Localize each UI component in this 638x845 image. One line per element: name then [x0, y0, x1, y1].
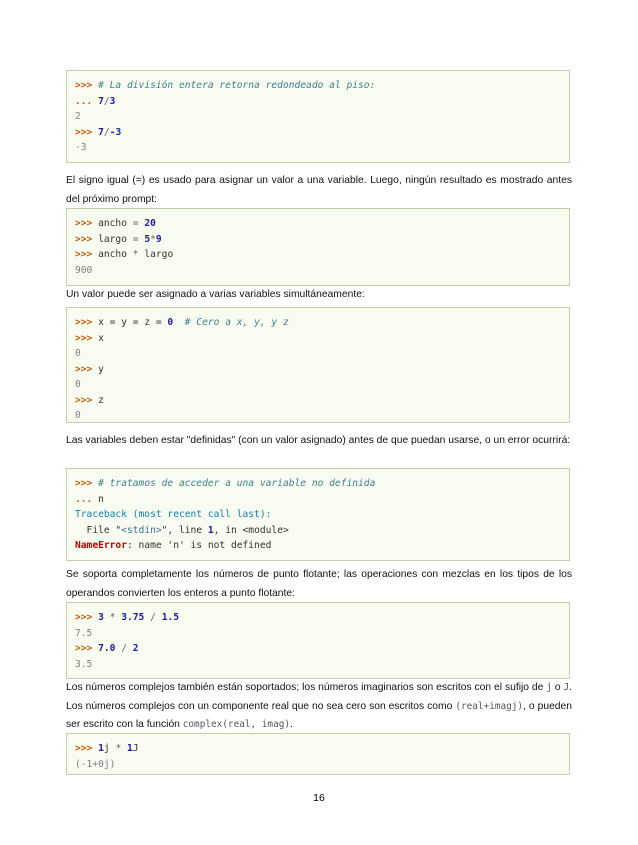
code-block-assignment — [66, 208, 570, 286]
code-output: 900 — [75, 264, 93, 276]
code-line: ... 7/3 — [75, 95, 116, 107]
code-output: 3.5 — [75, 658, 93, 670]
code-line: ... n — [75, 493, 104, 505]
code-output: 0 — [75, 379, 81, 390]
code-line: >>> 7.0 / 2 — [75, 643, 139, 654]
code-line: >>> 3 * 3.75 / 1.5 — [75, 612, 180, 623]
code-line: >>> largo = 5*9 — [75, 233, 162, 245]
code-block-chained-assignment — [66, 307, 570, 423]
code-output: 0 — [75, 348, 81, 359]
code-line: >>> y — [75, 363, 104, 375]
code-block-floats — [66, 602, 570, 679]
code-output: 0 — [75, 410, 81, 421]
code-line: >>> x = y = z = 0 # Cero a x, y, y z — [75, 317, 289, 328]
code-line: NameError: name 'n' is not defined — [75, 540, 272, 551]
code-line: >>> ancho * largo — [75, 249, 174, 260]
code-line: >>> z — [75, 394, 104, 406]
page-number: 16 — [313, 792, 325, 804]
code-block-name-error — [66, 468, 570, 561]
code-line: File "<stdin>", line 1, in <module> — [75, 524, 289, 536]
code-output: 7.5 — [75, 627, 93, 639]
code-line: >>> # tratamos de acceder a una variable no definida — [75, 478, 376, 489]
code-line: >>> # La división entera retorna redondeado al piso: — [75, 80, 376, 91]
paragraph-complex-numbers: Los números complejos también están soportados; los números imaginarios son escritos con el sufijo de j o J. Los números complejos con un componente real que no sea cero son escritos como (real+imagj), o pueden ser escrito con la función complex(real, imag). — [66, 682, 572, 730]
code-line: >>> x — [75, 332, 104, 344]
traceback-line: Traceback (most recent call last): — [75, 509, 272, 520]
code-output: (-1+0j) — [75, 758, 116, 770]
code-block-integer-division — [66, 70, 570, 163]
paragraph-floating-point: Se soporta completamente los números de punto flotante; las operaciones con mezclas en los tipos de los operandos convierten los enteros a punto flotante: — [66, 569, 572, 599]
code-line: >>> 1j * 1J — [75, 743, 139, 754]
code-block-complex — [66, 733, 570, 775]
code-line: >>> 7/-3 — [75, 126, 122, 138]
code-output: 2 — [75, 111, 81, 122]
paragraph-undefined-variables: Las variables deben estar "definidas" (con un valor asignado) antes de que puedan usarse, o un error ocurrirá: — [66, 435, 571, 446]
code-line: >>> ancho = 20 — [75, 218, 156, 229]
paragraph-assignment: El signo igual (=) es usado para asignar un valor a una variable. Luego, ningún resultado es mostrado antes del próximo prompt: — [66, 175, 572, 205]
paragraph-multiple-assignment: Un valor puede ser asignado a varias variables simultáneamente: — [66, 289, 365, 300]
code-output: -3 — [75, 142, 87, 153]
